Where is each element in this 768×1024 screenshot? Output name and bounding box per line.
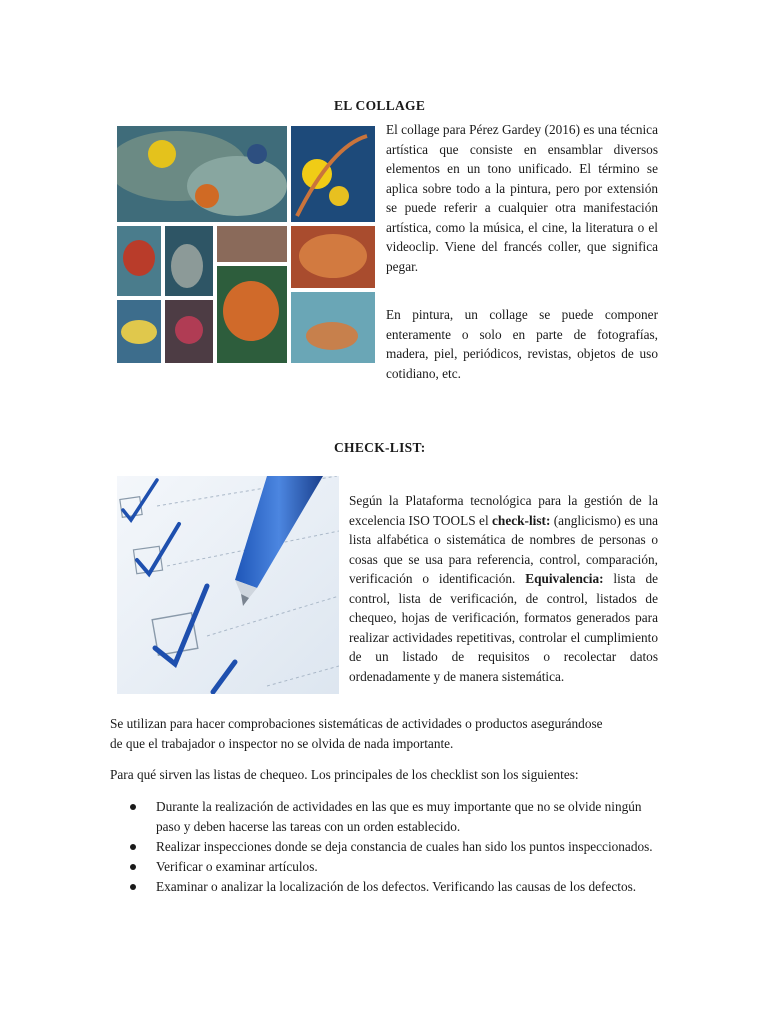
list-item-text: Examinar o analizar la localización de los defectos. Verificando las causas de los defectos. <box>156 879 637 894</box>
checklist-paragraph-middle: (anglicismo) es una lista alfabética o sistemática de nombres de personas o cosas que se usa para referencia, control, comparación, verificación o identificación. <box>349 512 659 586</box>
bullet-icon <box>130 844 136 850</box>
list-item <box>130 797 660 837</box>
list-item <box>130 837 660 857</box>
bullet-icon <box>130 884 136 890</box>
checklist-term: check-list: <box>492 512 551 528</box>
collage-paragraph-2: En pintura, un collage se puede componer enteramente o solo en parte de fotografías, madera, piel, periódicos, revistas, objetos de uso cotidiano, etc. <box>386 307 658 381</box>
collage-image <box>117 126 375 363</box>
checklist-purpose-intro: Para qué sirven las listas de chequeo. Los principales de los checklist son los siguientes: <box>110 767 579 782</box>
list-item-text: Realizar inspecciones donde se deja constancia de cuales han sido los puntos inspeccionados. <box>156 839 653 854</box>
list-item <box>130 877 660 897</box>
checklist-title: CHECK-LIST: <box>334 440 426 455</box>
collage-title: EL COLLAGE <box>334 98 426 113</box>
checklist-paragraph <box>349 491 658 686</box>
equivalence-label: Equivalencia: <box>525 571 604 586</box>
checklist-bullets <box>130 797 660 897</box>
collage-paragraph-1: El collage para Pérez Gardey (2016) es una técnica artística que consiste en ensamblar diversos elementos en un tono unificado. El término se aplica sobre todo a la pintura, pero por extensión se puede referir a cualquier otra manifestación artística, como la música, el cine, la literatura o el videoclip. Viene del francés coller, que significa pegar. <box>386 122 658 274</box>
list-item-text: Verificar o examinar artículos. <box>156 859 318 874</box>
checklist-image <box>117 476 339 694</box>
checklist-paragraph-end: lista de control, lista de verificación, de control, listados de chequeo, hojas de verificación, formatos generados para realizar actividades repetitivas, controlar el cumplimiento de un listado de requisitos o recolectar datos ordenadamente y de manera sistemática. <box>349 571 658 684</box>
list-item <box>130 857 660 877</box>
checklist-usage: Se utilizan para hacer comprobaciones sistemáticas de actividades o productos asegurándose de que el trabajador o inspector no se olvida de nada importante. <box>110 716 603 751</box>
bullet-icon <box>130 804 136 810</box>
bullet-icon <box>130 864 136 870</box>
list-item-text: Durante la realización de actividades en las que es muy importante que no se olvide ningún paso y deben hacerse las tareas con un orden establecido. <box>156 799 642 834</box>
checklist-paragraph-start: Según la Plataforma tecnológica para la gestión de la excelencia ISO TOOLS el <box>349 493 658 528</box>
